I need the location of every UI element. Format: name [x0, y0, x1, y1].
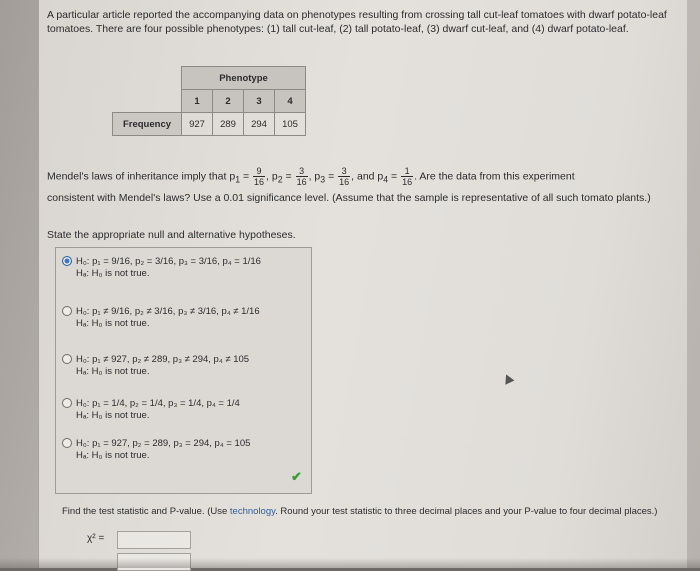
fraction-p4: $\frac{1}{16}$	[402, 166, 413, 187]
chi-square-label: χ² =	[87, 533, 105, 544]
mendel-statement: Mendel's laws of inheritance imply that $p_1$ = $\frac{9}{16}$ , $p_2$ = $\frac{3}{16}$ , $p_3$ = $\frac{3}{16}$ , and $p_4$ = $\frac{1}{16}$ . Are the data from this experiment	[47, 166, 575, 187]
mendel-question: consistent with Mendel's laws? Use a 0.01 significance level. (Assume that the sample is representative of all such tomato plants.)	[47, 192, 651, 204]
column-header: 4	[275, 90, 306, 113]
find-instructions: Find the test statistic and P-value. (Use technology. Round your test statistic to three decimal places and your P-value to four decimal places.)	[62, 506, 658, 517]
column-header: 1	[182, 90, 213, 113]
photo-shadow	[0, 558, 700, 568]
problem-intro: A particular article reported the accompanying data on phenotypes resulting from crossing tall cut-leaf tomatoes with dwarf potato-leaf tomatoes. There are four possible phenotypes: (1) tall cut-leaf, (2) tall potato-leaf, (3) dwarf cut-leaf, and (4) dwarf potato-leaf.	[47, 9, 667, 35]
correct-check-icon: ✔	[291, 469, 302, 484]
option-2[interactable]: H₀: p₁ ≠ 9/16, p₂ ≠ 3/16, p₃ ≠ 3/16, p₄ ≠ 1/16 Hₐ: H₀ is not true.	[62, 306, 260, 330]
fraction-p1: $\frac{9}{16}$	[254, 166, 265, 187]
column-header: 2	[213, 90, 244, 113]
column-header: 3	[244, 90, 275, 113]
frequency-cell: 294	[244, 113, 275, 136]
phenotype-table	[112, 66, 306, 136]
option-3[interactable]: H₀: p₁ ≠ 927, p₂ ≠ 289, p₃ ≠ 294, p₄ ≠ 105 Hₐ: H₀ is not true.	[62, 354, 249, 378]
frequency-cell: 927	[182, 113, 213, 136]
table-header: Phenotype	[182, 67, 306, 90]
option-5[interactable]: H₀: p₁ = 927, p₂ = 289, p₃ = 294, p₄ = 105 Hₐ: H₀ is not true.	[62, 438, 250, 462]
technology-link[interactable]: technology	[229, 506, 276, 517]
frequency-cell: 289	[213, 113, 244, 136]
hypotheses-prompt: State the appropriate null and alternative hypotheses.	[47, 229, 296, 241]
radio-icon[interactable]	[62, 438, 72, 448]
radio-icon[interactable]	[62, 306, 72, 316]
radio-selected-icon[interactable]	[62, 256, 72, 266]
fraction-p3: $\frac{3}{16}$	[339, 166, 350, 187]
chi-square-input[interactable]	[117, 531, 191, 549]
frequency-cell: 105	[275, 113, 306, 136]
radio-icon[interactable]	[62, 354, 72, 364]
fraction-p2: $\frac{3}{16}$	[296, 166, 307, 187]
row-label: Frequency	[113, 113, 182, 136]
option-4[interactable]: H₀: p₁ = 1/4, p₂ = 1/4, p₃ = 1/4, p₄ = 1/4 Hₐ: H₀ is not true.	[62, 398, 240, 422]
option-1[interactable]: H₀: p₁ = 9/16, p₂ = 3/16, p₃ = 3/16, p₄ = 1/16 Hₐ: H₀ is not true.	[62, 256, 261, 280]
radio-icon[interactable]	[62, 398, 72, 408]
